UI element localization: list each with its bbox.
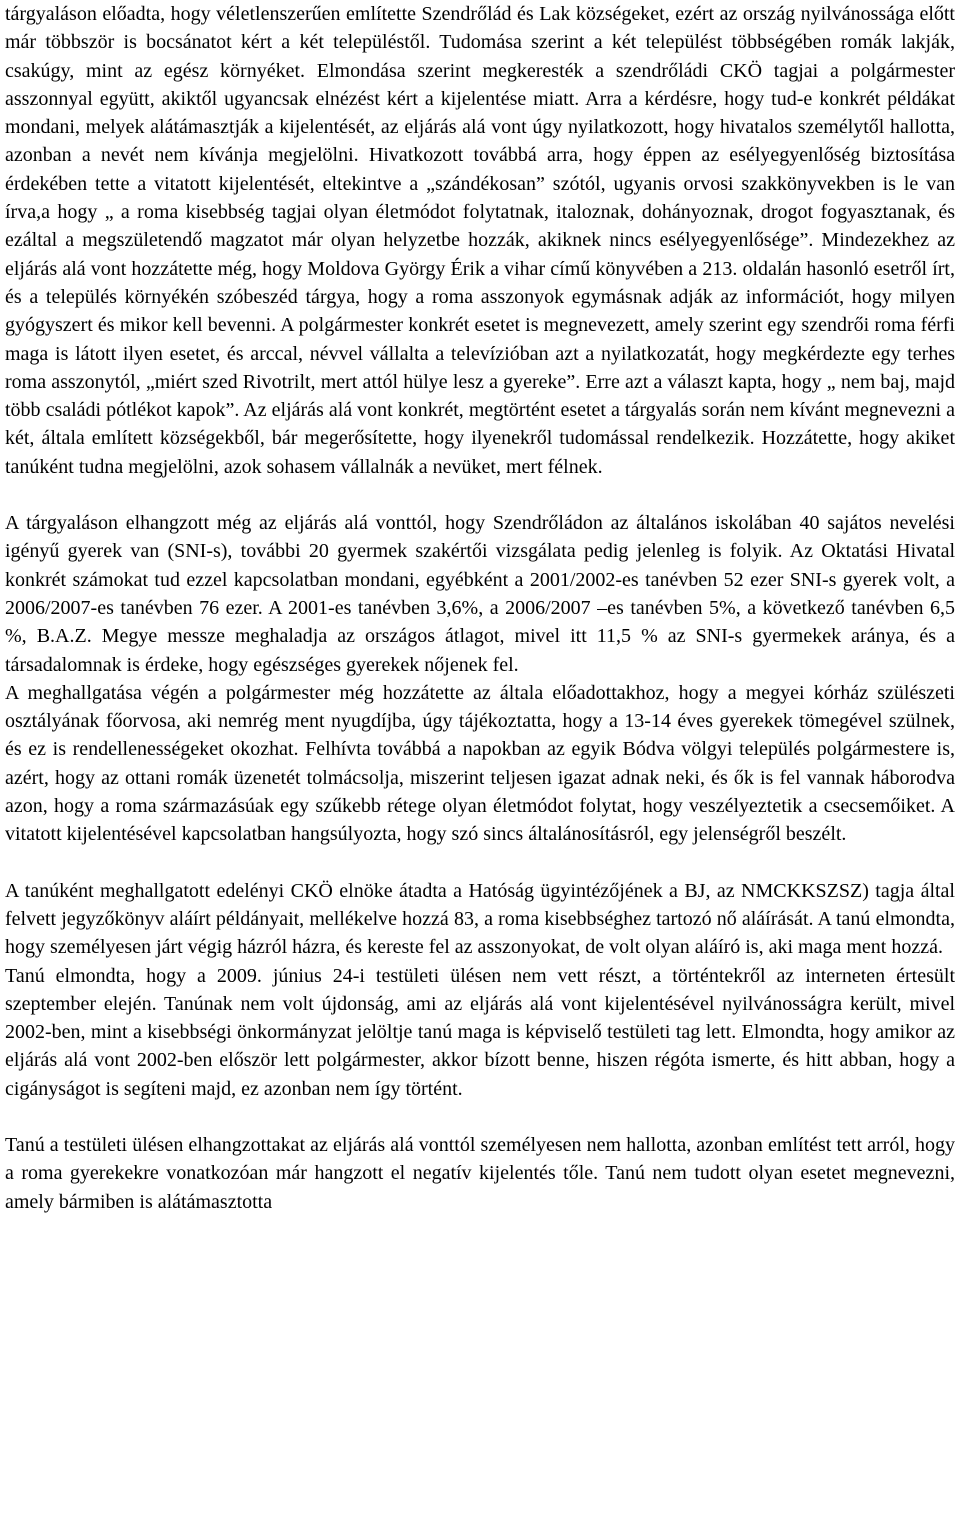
- paragraph-spacer: [5, 1103, 955, 1131]
- paragraph-mayor-addendum: A meghallgatása végén a polgármester még hozzátette az általa előadottakhoz, hogy a megyei kórház szülészeti osztályának főorvosa, aki nemrég ment nyugdíjba, úgy tájékoztatta, hogy a 13-14 éves gyerekek tömegével szülnek, és ez is rendellenességeket okozhat. Felhívta továbbá a napokban az egyik Bódva völgyi település polgármestere is, azért, hogy az ottani romák üzenetét tolmácsolja, miszerint teljesen igazat adnak neki, és ők is fel vannak háborodva azon, hogy a roma származásúak egy szűkebb rétege olyan életmódot folytat, hogy veszélyeztetik a csecsemőiket. A vitatott kijelentésével kapcsolatban hangsúlyozta, hogy szó sincs általánosításról, egy jelenségről beszélt.: [5, 681, 955, 846]
- paragraph-witness-signatures: A tanúként meghallgatott edelényi CKÖ elnöke átadta a Hatóság ügyintézőjének a BJ, az NMCKKSZSZ) tagja által felvett jegyzőkönyv aláírt példányait, mellékelve hozzá 83, a roma kisebbséghez tartozó nő aláírását. A tanú elmondta, hogy személyesen járt végig házról házra, és kereste fel az asszonyokat, de volt olyan aláíró is, aki maga ment hozzá.: [5, 879, 955, 959]
- paragraph-spacer: [5, 481, 955, 509]
- paragraph-witness-statement: Tanú elmondta, hogy a 2009. június 24-i testületi ülésen nem vett részt, a történtekről az interneten értesült szeptember elején. Tanúnak nem volt újdonság, ami az eljárás alá vont kijelentésével nyilvánosságra került, mivel 2002-ben, mint a kisebbségi önkormányzat jelöltje tanú maga is képviselő testületi tag lett. Elmondta, hogy amikor az eljárás alá vont 2002-ben először lett polgármester, akkor bízott benne, hiszen régóta ismerte, és hitt abban, hogy a cigányságot is segíteni majd, ez azonban nem így történt.: [5, 964, 955, 1100]
- paragraph-testimony-mayor: tárgyaláson előadta, hogy véletlenszerűen említette Szendrőlád és Lak községeket, ezért az ország nyilvánossága előtt már többször is bocsánatot kért a két településtől. Tudomása szerint a két települést többségében romák lakják, csakúgy, mint az egész környéket. Elmondása szerint megkeresték a szendrőládi CKÖ tagjai a polgármester asszonnyal együtt, akiktől ugyancsak elnézést kért a kijelentése miatt. Arra a kérdésre, hogy tud-e konkrét példákat mondani, melyek alátámasztják a kijelentését, az eljárás alá vont úgy nyilatkozott, hogy hivatalos személytől hallotta, azonban a nevét nem kívánja megjelölni. Hivatkozott továbbá arra, hogy éppen az esélyegyenlőség biztosítása érdekében tette a vitatott kijelentését, eltekintve a „szándékosan” szótól, ugyanis orvosi szakkönyvekben is le van írva,a hogy „ a roma kisebbség tagjai olyan életmódot folytatnak, italoznak, dohányoznak, drogot fogyasztanak, és ezáltal a megszületendő magzatot már olyan helyzetbe hozzák, akiknek nincs esélyegyenlősége”. Mindezekhez az eljárás alá vont hozzátette még, hogy Moldova György Érik a vihar című könyvében a 213. oldalán hasonló esetről írt, és a település környékén szóbeszéd tárgya, hogy a roma asszonyok egymásnak adják az információt, hogy milyen gyógyszert és mikor kell bevenni. A polgármester konkrét esetet is megnevezett, amely szerint egy szendrői roma férfi maga is látott ilyen esetet, és arccal, névvel vállalta a televízióban azt a nyilatkozatát, hogy megkérdezte egy terhes roma asszonytól, „miért szed Rivotrilt, mert attól hülye lesz a gyereke”. Erre azt a választ kapta, hogy „ nem baj, majd több családi pótlékot kapok”. Az eljárás alá vont konkrét, megtörtént esetet a tárgyalás során nem kívánt megnevezni a két, általa említett községekből, bár megerősítette, hogy ilyenekről tudomással rendelkezik. Hozzátette, hogy akiket tanúként tudna megjelölni, azok sohasem vállalnák a nevüket, mert félnek.: [5, 3, 955, 478]
- paragraph-sni-statistics: A tárgyaláson elhangzott még az eljárás alá vonttól, hogy Szendrőládon az általános iskolában 40 sajátos nevelési igényű gyerek van (SNI-s), további 20 gyermek szakértői vizsgálata pedig jelenleg is folyik. Az Oktatási Hivatal konkrét számokat tud ezzel kapcsolatban mondani, egyébként a 2001/2002-es tanévben 52 ezer SNI-s gyerek volt, a 2006/2007-es tanévben 76 ezer. A 2001-es tanévben 3,6%, a 2006/2007 –es tanévben 5%, a következő tanévben 6,5 %, B.A.Z. Megye messze meghaladja az országos átlagot, mivel itt 11,5 % az SNI-s gyermekek aránya, és a társadalomnak is érdeke, hogy egészséges gyerekek nőjenek fel.: [5, 512, 955, 676]
- document-page: [5, 0, 955, 1216]
- paragraph-spacer: [5, 849, 955, 877]
- paragraph-witness-hearing: Tanú a testületi ülésen elhangzottakat az eljárás alá vonttól személyesen nem hallotta, azonban említést tett arról, hogy a roma gyerekekre vonatkozóan már hangzott el negatív kijelentés tőle. Tanú nem tudott olyan esetet megnevezni, amely bármiben is alátámasztotta: [5, 1133, 955, 1213]
